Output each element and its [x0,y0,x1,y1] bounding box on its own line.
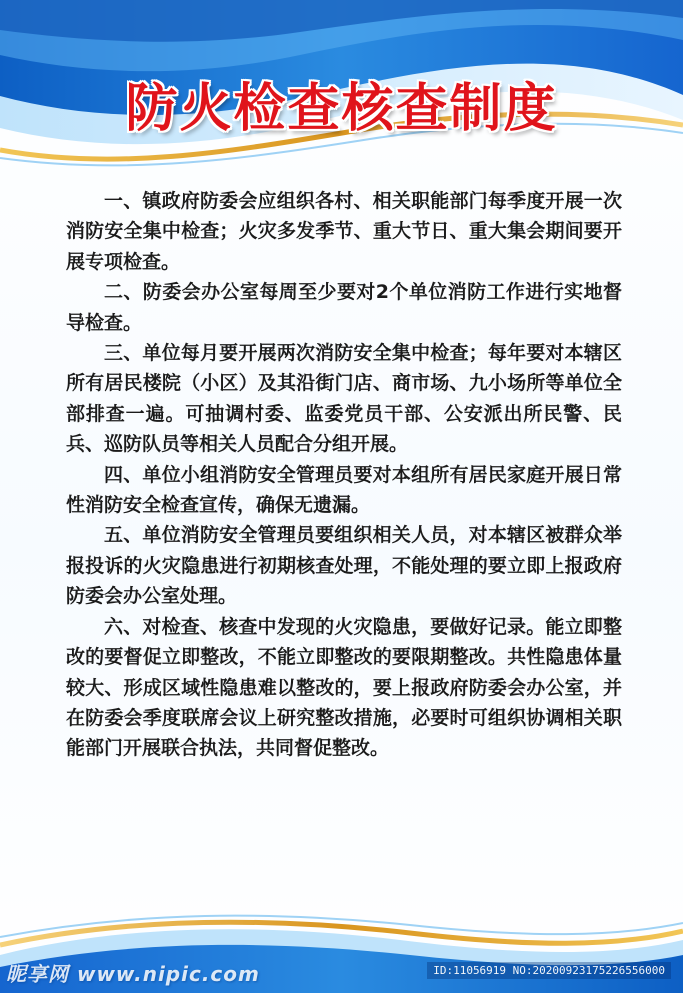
paragraph-3: 三、单位每月要开展两次消防安全集中检查；每年要对本辖区所有居民楼院（小区）及其沿街门店、商市场、九小场所等单位全部排查一遍。可抽调村委、监委党员干部、公安派出所民警、民兵、巡防队员等相关人员配合分组开展。 [66,342,622,456]
poster-title: 防火检查核查制度 [125,78,558,139]
paragraph-6: 六、对检查、核查中发现的火灾隐患，要做好记录。能立即整改的要督促立即整改，不能立即整改的要限期整改。共性隐患体量较大、形成区域性隐患难以整改的，要上报政府防委会办公室，并在防委会季度联席会议上研究整改措施，必要时可组织协调相关职能部门开展联合执法，共同督促整改。 [66,615,622,760]
watermark-text: 昵享网 www.nipic.com [6,962,260,986]
regulation-body [66,186,622,764]
paragraph-5: 五、单位消防安全管理员要组织相关人员，对本辖区被群众举报投诉的火灾隐患进行初期核查处理，不能处理的要立即上报政府防委会办公室处理。 [66,524,622,608]
image-id-label: ID:11056919 NO:20200923175226556000 [427,962,671,979]
paragraph-2: 二、防委会办公室每周至少要对2个单位消防工作进行实地督导检查。 [66,281,622,334]
paragraph-1: 一、镇政府防委会应组织各村、相关职能部门每季度开展一次消防安全集中检查；火灾多发季节、重大节日、重大集会期间要开展专项检查。 [66,190,622,273]
paragraph-4: 四、单位小组消防安全管理员要对本组所有居民家庭开展日常性消防安全检查宣传，确保无遗漏。 [66,463,622,517]
